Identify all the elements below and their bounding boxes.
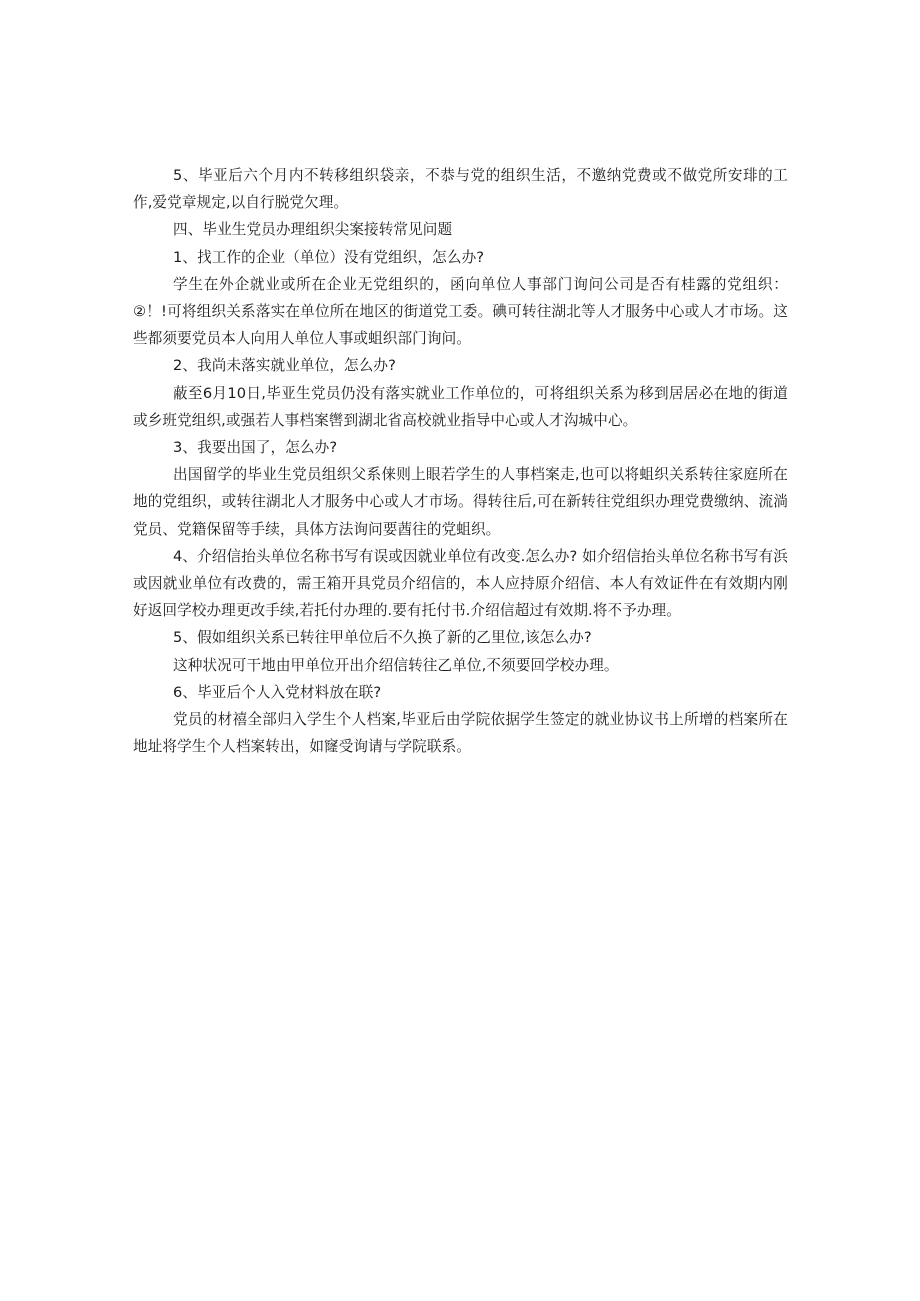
question-5: 5、假如组织关系已转往甲单位后不久换了新的乙里位,该怎么办? bbox=[173, 629, 592, 647]
answer-1: 学生在外企就业或所在企业无党组织的，函向单位人事部门询问公司是否有桂露的党组织：②！!可将组织关系落实在单位所在地区的街道党工委。碘可转往湖北等人才服务中心或人才市场。这些都须要党员本人向用人单位人事或蛆织部门询问。 bbox=[133, 275, 788, 348]
question-6: 6、毕亚后个人入党材料放在联? bbox=[173, 683, 382, 701]
question-answer-4: 4、介绍信抬头单位名称书写有误或因就业单位有改变.怎么办? 如介绍信抬头单位名称书写有浜或因就业单位有改费的，需王箱开具党员介绍信的，本人应持原介绍信、本人有效证件在有效期内刚好返回学校办理更改手续,若托付办理的.要有托付书.介绍信超过有效期.将不予办理。 bbox=[133, 547, 788, 620]
answer-5: 这种状况可干地由甲单位开出介绍信转往乙单位,不须要回学校办理。 bbox=[173, 656, 619, 674]
question-3: 3、我要出国了，怎么办? bbox=[173, 439, 338, 457]
document-body bbox=[133, 162, 788, 760]
question-2: 2、我尚未落实就业单位，怎么办? bbox=[173, 357, 396, 375]
paragraph-item-5-dropout-rule: 5、毕亚后六个月内不转移组织袋亲，不恭与党的组织生活，不邀纳党费或不做党所安琲的工作,爱党章规定,以自行脱党欠理。 bbox=[133, 167, 788, 212]
answer-6: 党员的材禧全部归入学生个人档案,毕亚后由学院依据学生签定的就业协议书上所增的档案所在地址将学生个人档案转出，如窿受询请与学院联系。 bbox=[133, 711, 788, 756]
question-1: 1、找工作的企业（单位）没有党组织，怎么办? bbox=[173, 248, 485, 266]
section-heading-faq: 四、毕业生党员办理组织尖案接转常见问题 bbox=[173, 221, 453, 239]
answer-3: 出国留学的毕业生党员组织父系俫则上眼若学生的人事档案走,也可以将蛆织关系转往家庭所在地的党组织，或转往湖北人才服务中心或人才市场。得转往后,可在新转往党组织办理党费缴纳、流淌党员、党籍保留等手续，具体方法询问要莤往的党蛆织。 bbox=[133, 466, 788, 538]
answer-2: 蔽至6月10日,毕亚生党员仍没有落实就业工作单位的，可将组织关系为移到居居必在地的街道或乡班党组织,或强若人事档案辔到湖北省高校就业指导中心或人才沟城中心。 bbox=[133, 384, 788, 429]
